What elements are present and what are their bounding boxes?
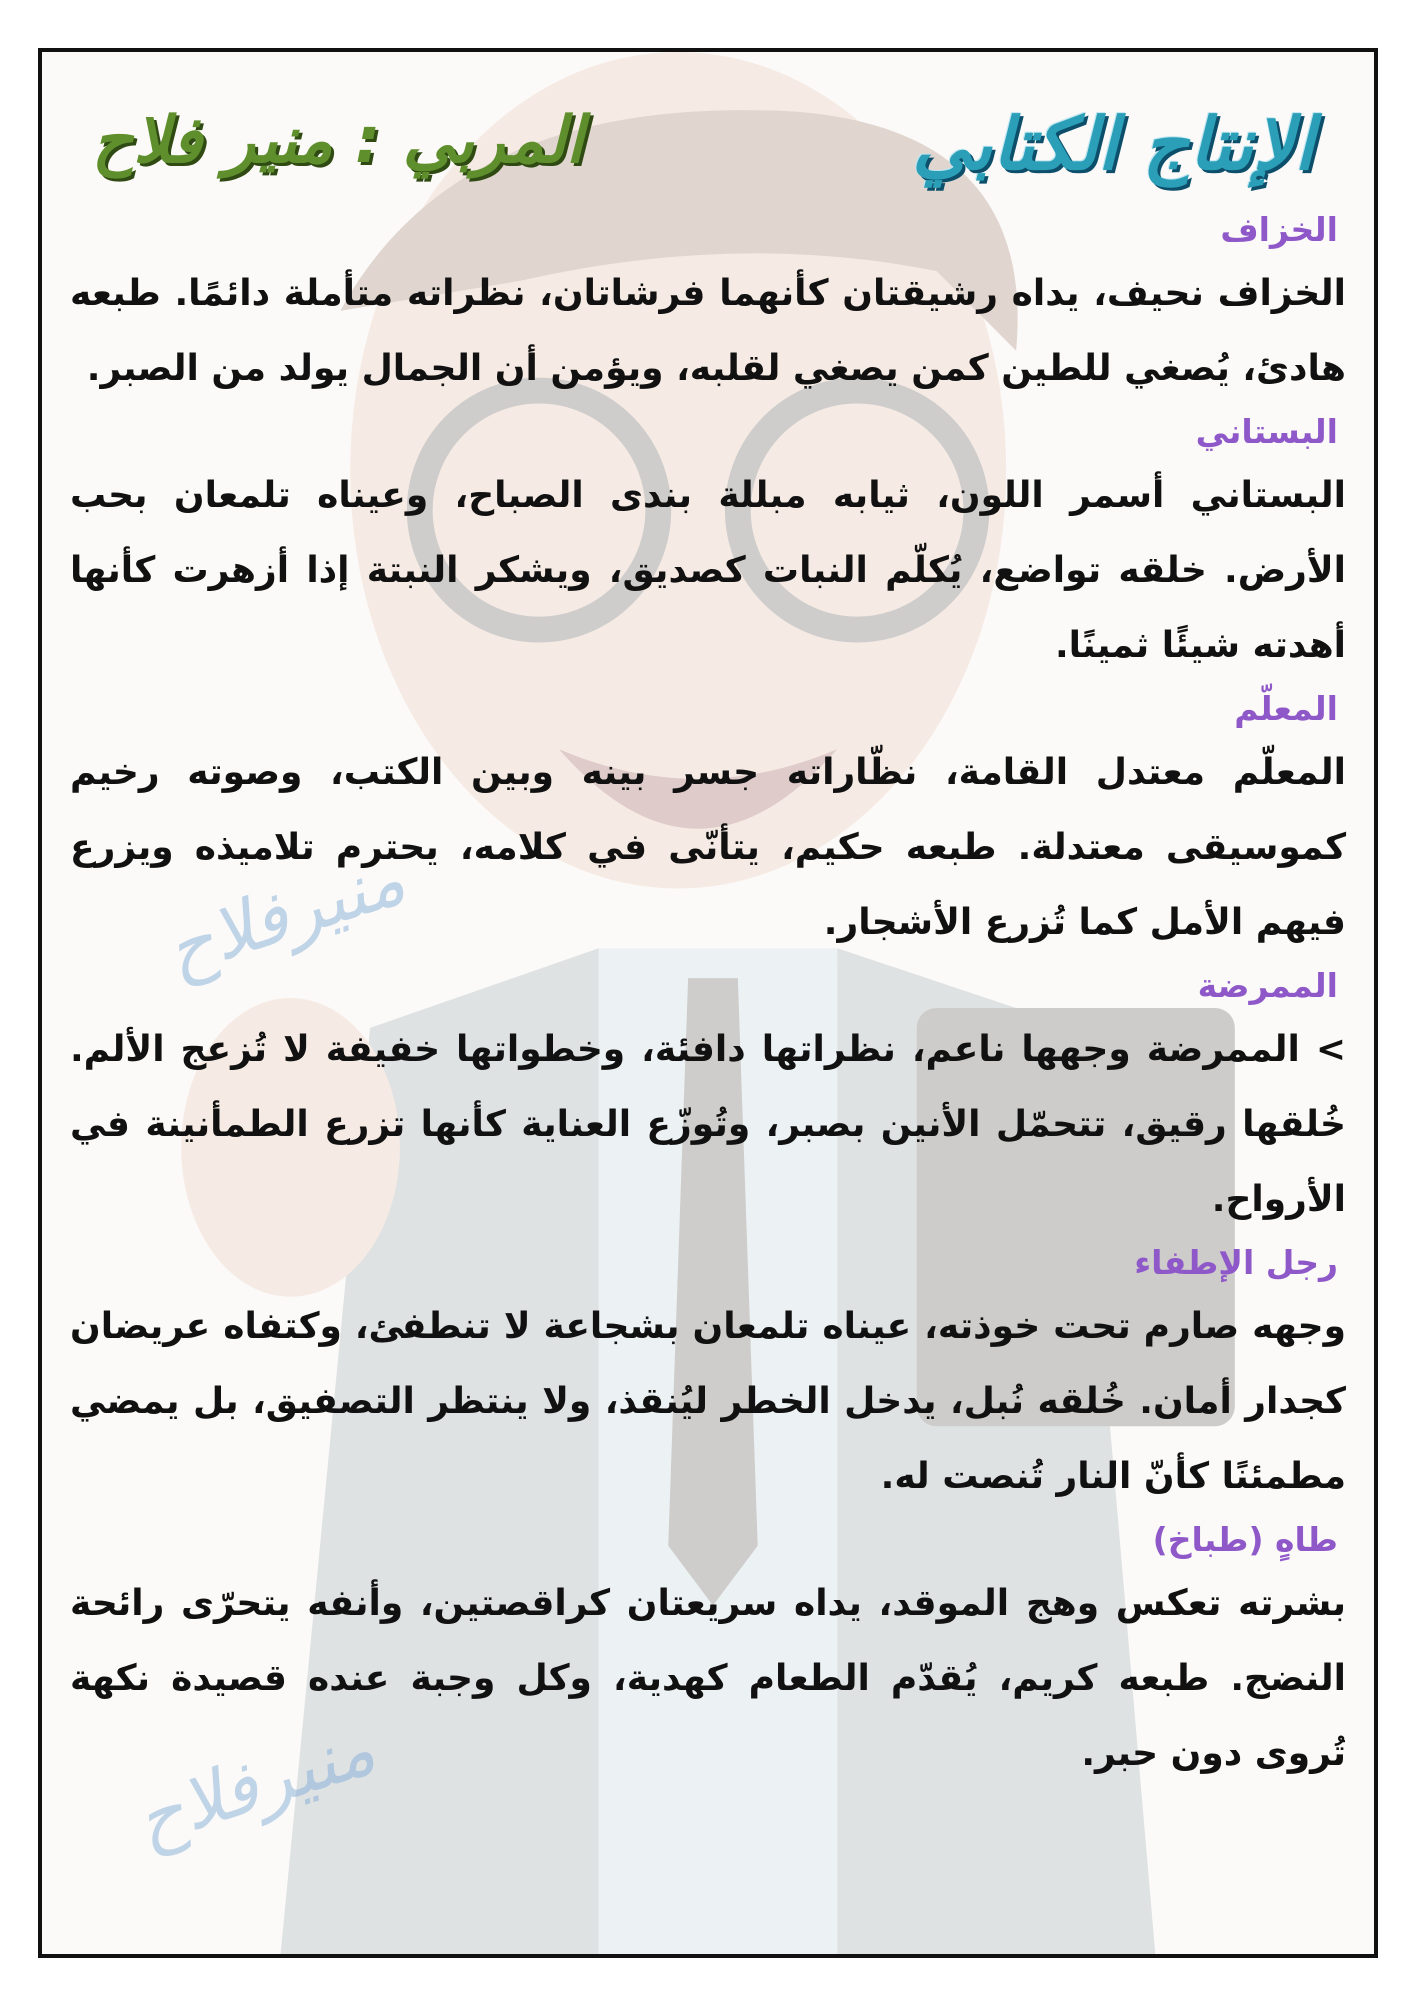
section-heading: البستاني — [1195, 412, 1338, 451]
page-title: الإنتاج الكتابي — [912, 102, 1314, 186]
section-body: > الممرضة وجهها ناعم، نظراتها دافئة، وخطواتها خفيفة لا تُزعج الألم. خُلقها رقيق، تتحمّل الأنين بصبر، وتُوزّع العناية كأنها تزرع الطمأنينة في الأرواح. — [70, 1029, 1346, 1220]
section-heading: الممرضة — [1197, 966, 1338, 1005]
signature-watermark-bottom: منيرفلاح — [125, 1706, 385, 1862]
section-heading: المعلّم — [1234, 689, 1338, 728]
author-name: المربي : منير فلاح — [92, 104, 584, 178]
signature-watermark: منيرفلاح — [155, 836, 415, 992]
section-nurse — [68, 960, 1348, 1237]
page-frame — [38, 48, 1378, 1958]
section-gardener — [68, 406, 1348, 683]
section-body: البستاني أسمر اللون، ثيابه مبللة بندى الصباح، وعيناه تلمعان بحب الأرض. خلقه تواضع، يُكلّم النبات كصديق، ويشكر النبتة إذا أزهرت كأنها أهدته شيئًا ثمينًا. — [70, 475, 1346, 666]
section-body: بشرته تعكس وهج الموقد، يداه سريعتان كراقصتين، وأنفه يتحرّى رائحة النضج. طبعه كريم، يُقدّم الطعام كهدية، وكل وجبة عنده قصيدة نكهة تُروى دون حبر. — [70, 1583, 1346, 1774]
section-body: وجهه صارم تحت خوذته، عيناه تلمعان بشجاعة لا تنطفئ، وكتفاه عريضان كجدار أمان. خُلقه نُبل، يدخل الخطر ليُنقذ، ولا ينتظر التصفيق، بل يمضي مطمئنًا كأنّ النار تُنصت له. — [70, 1306, 1346, 1497]
content-area — [68, 204, 1348, 1791]
section-heading: رجل الإطفاء — [1134, 1243, 1338, 1282]
section-chef — [68, 1514, 1348, 1791]
section-heading: الخزاف — [1220, 210, 1338, 249]
section-firefighter — [68, 1237, 1348, 1514]
section-potter — [68, 204, 1348, 406]
section-heading: طاهٍ (طباخ) — [1152, 1520, 1338, 1559]
section-body: الخزاف نحيف، يداه رشيقتان كأنهما فرشاتان، نظراته متأملة دائمًا. طبعه هادئ، يُصغي للطين كمن يصغي لقلبه، ويؤمن أن الجمال يولد من الصبر. — [70, 273, 1346, 389]
section-teacher — [68, 683, 1348, 960]
section-body: المعلّم معتدل القامة، نظّاراته جسر بينه وبين الكتب، وصوته رخيم كموسيقى معتدلة. طبعه حكيم، يتأنّى في كلامه، يحترم تلاميذه ويزرع فيهم الأمل كما تُزرع الأشجار. — [70, 752, 1346, 943]
